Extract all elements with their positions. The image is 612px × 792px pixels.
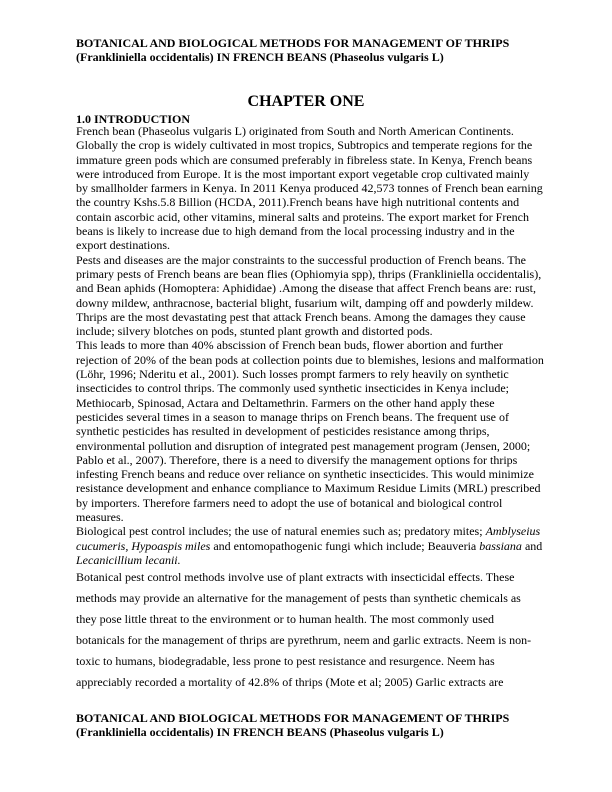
text-line: Botanical pest control methods involve use of plant extracts with insecticidal effects. These xyxy=(76,570,515,585)
body-text xyxy=(76,124,544,693)
text-line: and Bean aphids (Homoptera: Aphididae) .Among the disease that affect French beans are: rust, xyxy=(76,281,536,296)
text-line: include; silvery blotches on pods, stunted plant growth and distorted pods. xyxy=(76,324,433,339)
footer-line-2: (Frankliniella occidentalis) IN FRENCH BEANS (Phaseolus vulgaris L) xyxy=(76,725,444,739)
paragraph xyxy=(76,524,544,567)
document-title-footer xyxy=(76,711,509,739)
text-line: Pests and diseases are the major constraints to the successful production of French beans. The xyxy=(76,252,526,267)
text-line: measures. xyxy=(76,510,124,525)
text-segment: and entomopathogenic fungi which include; Beauveria xyxy=(210,538,480,553)
text-line: Pablo et al., 2007). Therefore, there is a need to diversify the management options for thrips xyxy=(76,452,518,467)
document-title-header xyxy=(76,36,509,64)
text-line xyxy=(76,524,544,538)
text-line: downy mildew, anthracnose, bacterial blight, fusarium wilt, damping off and powderly mildew. xyxy=(76,295,534,310)
italic-text: bassiana xyxy=(479,538,522,553)
text-line: contain ascorbic acid, other vitamins, mineral salts and proteins. The export market for French xyxy=(76,209,529,224)
text-line: pesticides several times in a season to manage thrips on French beans. The frequent use of xyxy=(76,409,509,424)
text-line: environmental pollution and disruption of integrated pest management program (Jensen, 2000; xyxy=(76,438,531,453)
text-line: resistance development and enhance compliance to Maximum Residue Limits (MRL) prescribed xyxy=(76,481,541,496)
text-line: toxic to humans, biodegradable, less prone to pest resistance and resurgence. Neem has xyxy=(76,654,495,669)
text-line: This leads to more than 40% abscission of French bean buds, flower abortion and further xyxy=(76,338,503,353)
text-line: rejection of 20% of the bean pods at collection points due to blemishes, lesions and malformation xyxy=(76,352,544,367)
text-line xyxy=(76,553,544,567)
text-line: Thrips are the most devastating pest that attack French beans. Among the damages they cause xyxy=(76,309,526,324)
text-line: Methiocarb, Spinosad, Actara and Deltamethrin. Farmers on the other hand apply these xyxy=(76,395,495,410)
text-line: they pose little threat to the environment or to human health. The most commonly used xyxy=(76,612,495,627)
text-line: synthetic pesticides has resulted in development of pesticides resistance among thrips, xyxy=(76,424,490,439)
text-line: by importers. Therefore farmers need to adopt the use of botanical and biological control xyxy=(76,495,503,510)
text-line: immature green pods which are consumed preferably in fibreless state. In Kenya, French beans xyxy=(76,152,533,167)
text-line: French bean (Phaseolus vulgaris L) originated from South and North American Continents. xyxy=(76,124,514,138)
paragraph xyxy=(76,124,544,253)
text-line: Globally the crop is widely cultivated in most tropics, Subtropics and temperate regions for the xyxy=(76,138,533,153)
text-line: insecticides to control thrips. The commonly used synthetic insecticides in Kenya include; xyxy=(76,381,510,396)
text-line: infesting French beans and reduce over reliance on synthetic insecticides. This would minimize xyxy=(76,467,534,482)
text-line: beans is likely to increase due to high demand from the local processing industry and in the xyxy=(76,224,515,239)
text-segment: and xyxy=(521,538,543,553)
text-line: the country Kshs.5.8 Billion (HCDA, 2011).French beans have high nutritional contents and xyxy=(76,195,520,210)
section-heading: 1.0 INTRODUCTION xyxy=(76,112,191,126)
title-line-1: BOTANICAL AND BIOLOGICAL METHODS FOR MANAGEMENT OF THRIPS xyxy=(76,36,510,50)
paragraph xyxy=(76,253,544,525)
italic-text: Amblyseius xyxy=(485,524,541,539)
text-segment: Biological pest control includes; the use of natural enemies such as; predatory mites; xyxy=(76,524,486,539)
footer-line-1: BOTANICAL AND BIOLOGICAL METHODS FOR MANAGEMENT OF THRIPS xyxy=(76,711,510,725)
text-line xyxy=(76,539,544,553)
italic-text: Lecanicillium lecanii. xyxy=(76,552,181,567)
title-line-2: (Frankliniella occidentalis) IN FRENCH BEANS (Phaseolus vulgaris L) xyxy=(76,50,444,64)
text-line: export destinations. xyxy=(76,238,170,253)
chapter-title: CHAPTER ONE xyxy=(247,93,365,110)
text-line: by smallholder farmers in Kenya. In 2011 Kenya produced 42,573 tonnes of French bean earning xyxy=(76,181,543,196)
text-line: were introduced from Europe. It is the most important export vegetable crop cultivated mainly xyxy=(76,166,530,181)
text-line: botanicals for the management of thrips are pyrethrum, neem and garlic extracts. Neem is non- xyxy=(76,633,532,648)
italic-text: cucumeris, Hypoaspis miles xyxy=(76,538,211,553)
text-line: appreciably recorded a mortality of 42.8% of thrips (Mote et al; 2005) Garlic extracts are xyxy=(76,675,504,690)
text-line: methods may provide an alternative for the management of pests than synthetic chemicals as xyxy=(76,591,521,606)
text-line: primary pests of French beans are bean flies (Ophiomyia spp), thrips (Frankliniella occidentalis), xyxy=(76,266,542,281)
paragraph xyxy=(76,567,544,693)
text-line: (Löhr, 1996; Nderitu et al., 2001). Such losses prompt farmers to rely heavily on synthetic xyxy=(76,367,509,382)
